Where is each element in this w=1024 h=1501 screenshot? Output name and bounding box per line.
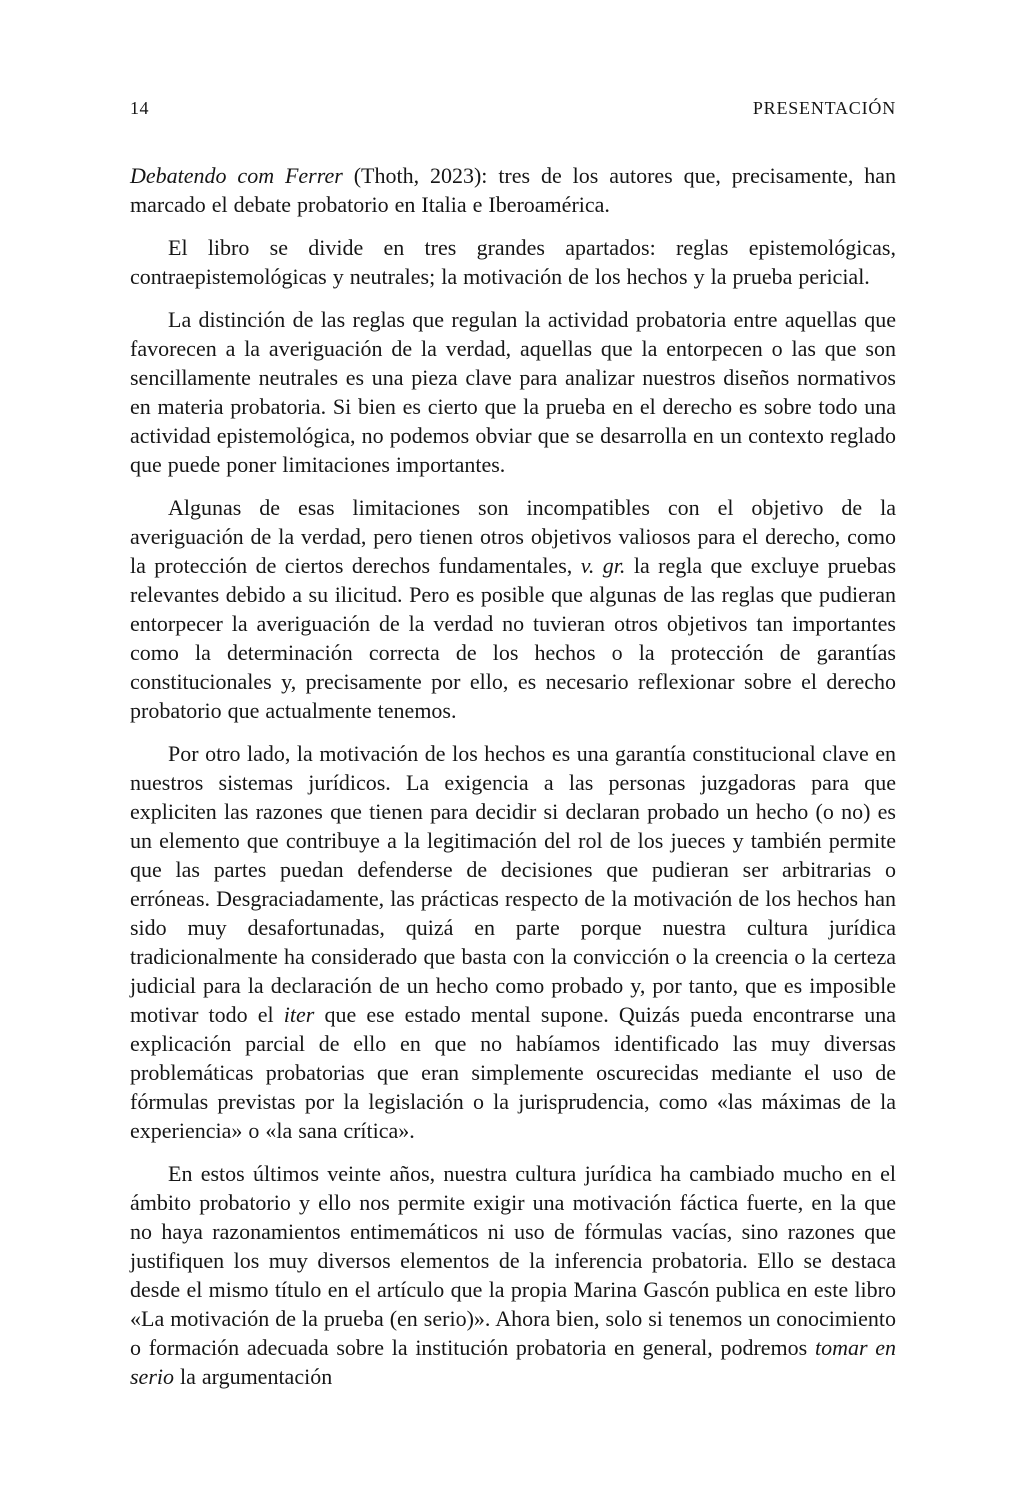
text-run: la argumentación: [174, 1364, 333, 1389]
running-title: PRESENTACIÓN: [752, 98, 896, 118]
text-run: (Thoth, 2023): tres de los autores que, precisamente, han marcado el debate probatorio en Italia e Iberoamérica.: [130, 163, 896, 217]
paragraph: [130, 233, 896, 291]
text-run: La distinción de las reglas que regulan la actividad probatoria entre aquellas que favorecen a la averiguación de la verdad, aquellas que la entorpecen o las que son sencillamente neutrales es una pieza clave para analizar nuestros diseños normativos en materia probatoria. Si bien es cierto que la prueba en el derecho es sobre todo una actividad epistemológica, no podemos obviar que se desarrolla en un contexto reglado que puede poner limitaciones importantes.: [130, 307, 896, 477]
paragraph: [130, 739, 896, 1145]
text-run: que ese estado mental supone. Quizás pueda encontrarse una explicación parcial de ello en que no habíamos identificado las muy diversas problemáticas probatorias que eran simplemente oscurecidas mediante el uso de fórmulas previstas por la legislación o la jurisprudencia, como «las máximas de la experiencia» o «la sana crítica».: [130, 1002, 896, 1143]
page-number: 14: [130, 98, 149, 118]
running-head: [130, 97, 896, 119]
text-run: El libro se divide en tres grandes apartados: reglas epistemológicas, contraepistemológicas y neutrales; la motivación de los hechos y la prueba pericial.: [130, 235, 896, 289]
italic-text-run: Debatendo com Ferrer: [130, 163, 343, 188]
text-run: la regla que excluye pruebas relevantes debido a su ilicitud. Pero es posible que algunas de las reglas que pudieran entorpecer la averiguación de la verdad no tuvieran otros objetivos tan importantes como la determinación correcta de los hechos o la protección de garantías constitucionales y, precisamente por ello, es necesario reflexionar sobre el derecho probatorio que actualmente tenemos.: [130, 553, 897, 723]
body-paragraphs: [130, 161, 896, 1391]
text-block: [130, 97, 896, 1405]
italic-text-run: tomar en serio: [130, 1335, 896, 1389]
paragraph: [130, 161, 896, 219]
paragraph: [130, 493, 896, 725]
italic-text-run: v. gr.: [580, 553, 626, 578]
paragraph: [130, 305, 896, 479]
paragraph: [130, 1159, 896, 1391]
text-run: Algunas de esas limitaciones son incompatibles con el objetivo de la averiguación de la verdad, pero tienen otros objetivos valiosos para el derecho, como la protección de ciertos derechos fundamentales,: [130, 495, 896, 578]
italic-text-run: iter: [283, 1002, 315, 1027]
text-run: En estos últimos veinte años, nuestra cultura jurídica ha cambiado mucho en el ámbito probatorio y ello nos permite exigir una motivación fáctica fuerte, en la que no haya razonamientos entimemáticos ni uso de fórmulas vacías, sino razones que justifiquen los muy diversos elementos de la inferencia probatoria. Ello se destaca desde el mismo título en el artículo que la propia Marina Gascón publica en este libro «La motivación de la prueba (en serio)». Ahora bien, solo si tenemos un conocimiento o formación adecuada sobre la institución probatoria en general, podremos: [130, 1161, 896, 1360]
text-run: Por otro lado, la motivación de los hechos es una garantía constitucional clave en nuestros sistemas jurídicos. La exigencia a las personas juzgadoras para que expliciten las razones que tienen para decidir si declaran probado un hecho (o no) es un elemento que contribuye a la legitimación del rol de los jueces y también permite que las partes puedan defenderse de decisiones que pudieran ser arbitrarias o erróneas. Desgraciadamente, las prácticas respecto de la motivación de los hechos han sido muy desafortunadas, quizá en parte porque nuestra cultura jurídica tradicionalmente ha considerado que basta con la convicción o la creencia o la certeza judicial para la declaración de un hecho como probado y, por tanto, que es imposible motivar todo el: [130, 741, 896, 1027]
